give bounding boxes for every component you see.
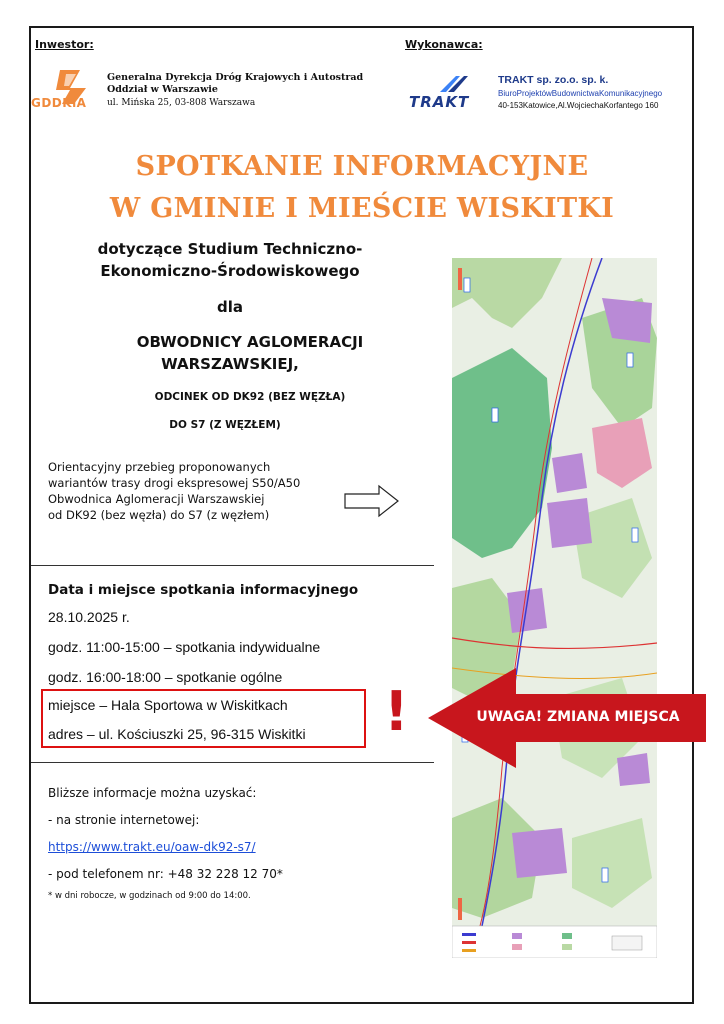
section-line1: ODCINEK OD DK92 (BEZ WĘZŁA) <box>154 391 346 403</box>
contractor-address: 40-153Katowice,Al.WojciechaKorfantego 160 <box>498 101 659 110</box>
trakt-logo-text: TRAKT <box>409 93 470 111</box>
route-map <box>452 258 657 958</box>
contact-web-label: - na stronie internetowej: <box>48 813 200 827</box>
contractor-subtitle: BiuroProjektówBudownictwaKomunikacyjnego <box>498 89 663 98</box>
arrow-right-icon <box>343 484 401 518</box>
section-line2: DO S7 (Z WĘZŁEM) <box>169 419 281 431</box>
contractor-label: Wykonawca: <box>405 38 483 51</box>
meeting-address: adres – ul. Kościuszki 25, 96-315 Wiskitki <box>48 726 306 742</box>
title-line2: W GMINIE I MIEŚCIE WISKITKI <box>109 193 615 224</box>
investor-name-line2: Oddział w Warszawie <box>107 84 218 95</box>
contact-phone: - pod telefonem nr: +48 32 228 12 70* <box>48 867 283 881</box>
description-line4: od DK92 (bez węzła) do S7 (z węzłem) <box>48 508 270 522</box>
investor-address: ul. Mińska 25, 03-808 Warszawa <box>107 98 256 108</box>
meeting-hours-individual: godz. 11:00-15:00 – spotkania indywidualne <box>48 639 321 655</box>
meeting-date: 28.10.2025 r. <box>48 609 130 625</box>
subject-line2: Ekonomiczno-Środowiskowego <box>100 262 360 280</box>
title-line1: SPOTKANIE INFORMACYJNE <box>135 151 589 182</box>
gddkia-logo-text: GDDKiA <box>31 96 87 110</box>
contact-url-link[interactable]: https://www.trakt.eu/oaw-dk92-s7/ <box>48 840 256 854</box>
contact-intro: Bliższe informacje można uzyskać: <box>48 786 257 800</box>
meeting-place: miejsce – Hala Sportowa w Wiskitkach <box>48 697 288 713</box>
exclamation-icon: ! <box>384 680 409 743</box>
investor-label: Inwestor: <box>35 38 94 51</box>
divider-top <box>31 565 434 566</box>
road-name-line2: WARSZAWSKIEJ, <box>161 355 299 373</box>
investor-name-line1: Generalna Dyrekcja Dróg Krajowych i Autostrad <box>107 72 364 83</box>
subject-line1: dotyczące Studium Techniczno- <box>97 240 363 258</box>
road-name-line1: OBWODNICY AGLOMERACJI <box>136 333 364 351</box>
subject-dla: dla <box>216 298 243 316</box>
description-line1: Orientacyjny przebieg proponowanych <box>48 460 271 474</box>
warning-text: UWAGA! ZMIANA MIEJSCA <box>476 709 680 725</box>
contact-footnote: * w dni robocze, w godzinach od 9:00 do 14:00. <box>48 891 251 901</box>
meeting-hours-general: godz. 16:00-18:00 – spotkanie ogólne <box>48 669 283 685</box>
divider-bottom <box>31 762 434 763</box>
description-line3: Obwodnica Aglomeracji Warszawskiej <box>48 492 265 506</box>
description-line2: wariantów trasy drogi ekspresowej S50/A50 <box>48 476 301 490</box>
meeting-heading: Data i miejsce spotkania informacyjnego <box>48 582 359 598</box>
contractor-name: TRAKT sp. zo.o. sp. k. <box>498 74 609 86</box>
